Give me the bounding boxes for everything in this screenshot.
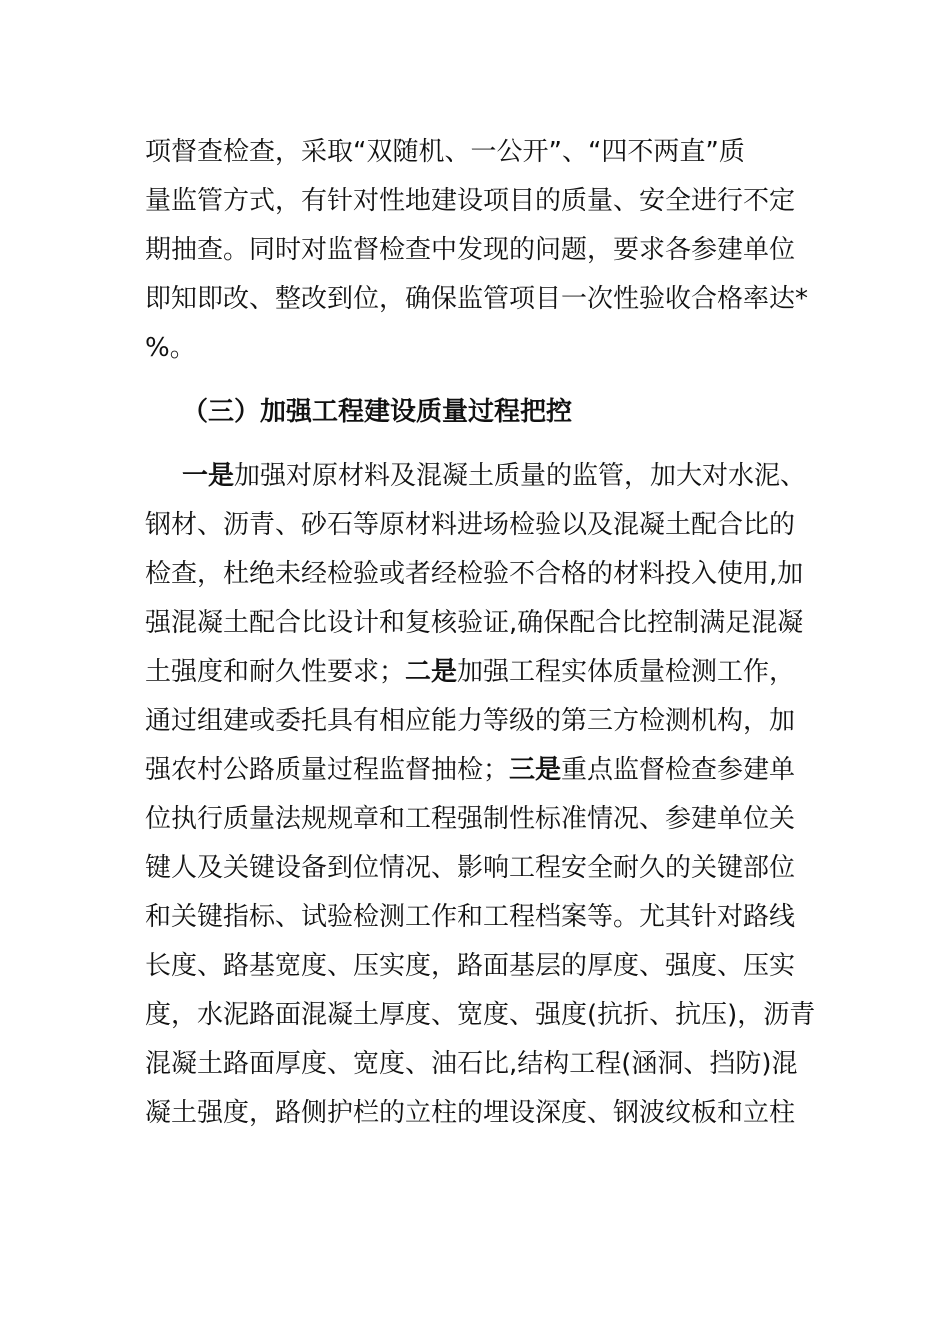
para1-line: 期抽查。同时对监督检查中发现的问题，要求各参建单位 bbox=[145, 235, 796, 265]
line-text: 加强工程实体质量检测工作， bbox=[457, 657, 796, 687]
item-label-two: 二是 bbox=[405, 657, 458, 687]
para2-line: 长度、路基宽度、压实度，路面基层的厚度、强度、压实 bbox=[145, 951, 796, 981]
line-text: 加强对原材料及混凝土质量的监管，加大对水泥、 bbox=[234, 461, 807, 491]
para2-line: 检查，杜绝未经检验或者经检验不合格的材料投入使用,加 bbox=[145, 559, 804, 589]
para2-line: 通过组建或委托具有相应能力等级的第三方检测机构，加 bbox=[145, 706, 796, 736]
item-label-three: 三是 bbox=[509, 755, 562, 785]
line-text: 土强度和耐久性要求； bbox=[145, 657, 406, 687]
para2-line: 度，水泥路面混凝土厚度、宽度、强度(抗折、抗压)，沥青 bbox=[145, 1000, 816, 1030]
section-heading: （三）加强工程建设质量过程把控 bbox=[182, 397, 573, 427]
para2-line: 凝土强度，路侧护栏的立柱的埋设深度、钢波纹板和立柱 bbox=[145, 1098, 796, 1128]
para2-line: 强混凝土配合比设计和复核验证,确保配合比控制满足混凝 bbox=[145, 608, 804, 638]
para1-line: 即知即改、整改到位，确保监管项目一次性验收合格率达* bbox=[145, 284, 809, 314]
para2-line: 位执行质量法规规章和工程强制性标准情况、参建单位关 bbox=[145, 804, 796, 834]
para1-line: 项督查检查，采取“双随机、一公开”、“四不两直”质 bbox=[145, 137, 745, 167]
para2-line: 钢材、沥青、砂石等原材料进场检验以及混凝土配合比的 bbox=[145, 510, 796, 540]
item-label-one: 一是 bbox=[182, 461, 235, 491]
para1-line: %。 bbox=[145, 333, 196, 363]
para2-line bbox=[145, 654, 825, 690]
para2-line bbox=[182, 458, 827, 494]
para2-line: 键人及关键设备到位情况、影响工程安全耐久的关键部位 bbox=[145, 853, 796, 883]
line-text: 强农村公路质量过程监督抽检； bbox=[145, 755, 510, 785]
line-text: 重点监督检查参建单 bbox=[561, 755, 796, 785]
para2-line: 和关键指标、试验检测工作和工程档案等。尤其针对路线 bbox=[145, 902, 796, 932]
para2-line: 混凝土路面厚度、宽度、油石比,结构工程(涵洞、挡防)混 bbox=[145, 1049, 798, 1079]
para1-line: 量监管方式，有针对性地建设项目的质量、安全进行不定 bbox=[145, 186, 796, 216]
para2-line bbox=[145, 752, 825, 788]
